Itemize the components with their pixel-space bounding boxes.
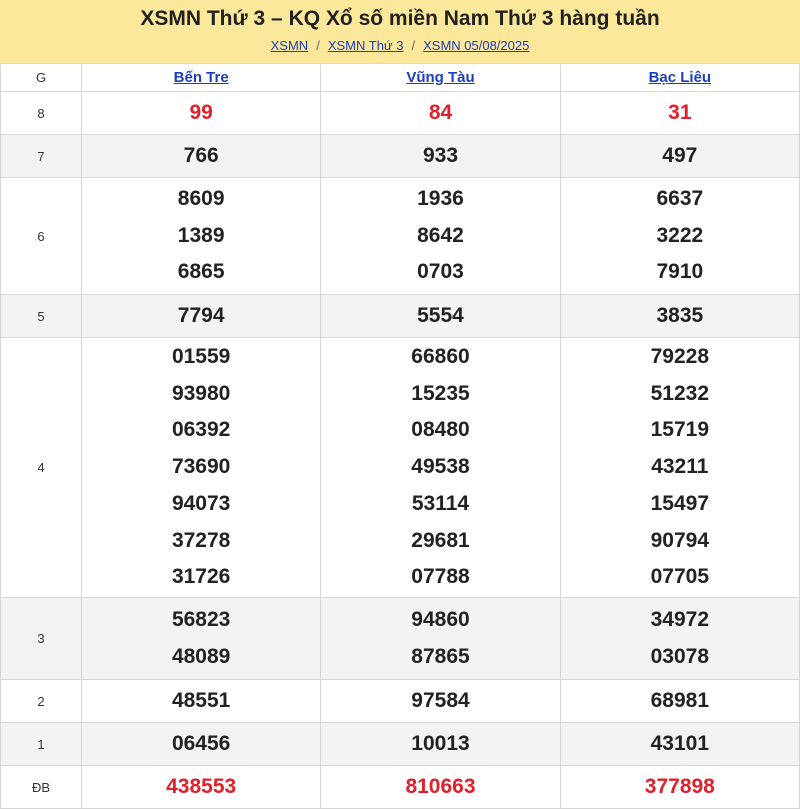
prize-cell	[560, 178, 799, 295]
prize-cell	[82, 135, 321, 178]
table-row	[1, 766, 800, 809]
table-row	[1, 135, 800, 178]
prize-number: 08480	[411, 418, 470, 442]
prize-number: 15719	[650, 418, 710, 442]
prize-number: 810663	[405, 774, 476, 798]
prize-number: 66860	[411, 345, 470, 369]
prize-cell	[82, 766, 321, 809]
prize-number: 766	[183, 143, 219, 167]
table-row	[1, 92, 800, 135]
prize-label: 8	[1, 92, 82, 135]
prize-cell	[321, 178, 560, 295]
prize-number: 8609	[177, 186, 225, 210]
prize-cell	[82, 680, 321, 723]
province-header	[82, 64, 321, 92]
prize-number: 3835	[656, 303, 704, 327]
prize-cell	[560, 135, 799, 178]
prize-number: 43101	[650, 731, 710, 755]
prize-number: 6637	[656, 186, 704, 210]
prize-label: 5	[1, 295, 82, 338]
prize-number: 933	[422, 143, 459, 167]
prize-cell	[82, 178, 321, 295]
breadcrumb-link-xsmn[interactable]: XSMN	[270, 38, 309, 53]
prize-number: 43211	[651, 455, 709, 479]
prize-number: 94073	[171, 491, 231, 515]
table-row	[1, 338, 800, 598]
prize-number: 84	[428, 100, 453, 124]
prize-number: 29681	[411, 528, 470, 552]
prize-cell	[82, 92, 321, 135]
prize-number: 1936	[417, 186, 464, 210]
prize-number: 73690	[171, 455, 231, 479]
prize-number: 15235	[411, 381, 470, 405]
prize-number: 03078	[650, 644, 710, 668]
prize-number: 51232	[650, 381, 710, 405]
prize-cell	[82, 598, 321, 680]
prize-cell	[321, 723, 560, 766]
prize-cell	[560, 680, 799, 723]
prize-number: 15497	[650, 491, 710, 515]
prize-cell	[82, 338, 321, 598]
prize-cell	[321, 680, 560, 723]
prize-number: 8642	[417, 223, 464, 247]
prize-cell	[321, 135, 560, 178]
prize-column-header: G	[1, 64, 82, 92]
prize-label: 3	[1, 598, 82, 680]
prize-number: 06456	[171, 731, 231, 755]
province-header	[321, 64, 560, 92]
prize-number: 07705	[650, 565, 710, 589]
prize-number: 99	[189, 100, 213, 124]
page-header	[0, 0, 800, 63]
prize-cell	[82, 723, 321, 766]
prize-label: 6	[1, 178, 82, 295]
prize-label: 7	[1, 135, 82, 178]
table-row	[1, 178, 800, 295]
prize-number: 31	[668, 100, 692, 124]
prize-cell	[321, 92, 560, 135]
prize-number: 48551	[171, 688, 231, 712]
prize-number: 53114	[411, 491, 470, 515]
prize-number: 10013	[411, 731, 470, 755]
prize-number: 87865	[411, 644, 470, 668]
prize-label: 1	[1, 723, 82, 766]
breadcrumb-separator: /	[411, 38, 416, 53]
prize-number: 01559	[171, 345, 231, 369]
breadcrumb-link-xsmn-date[interactable]: XSMN 05/08/2025	[423, 38, 530, 53]
prize-number: 68981	[650, 688, 710, 712]
prize-number: 37278	[171, 528, 231, 552]
table-row	[1, 680, 800, 723]
prize-label: 2	[1, 680, 82, 723]
prize-number: 07788	[411, 565, 470, 589]
breadcrumb-link-xsmn-thu-3[interactable]: XSMN Thứ 3	[327, 38, 404, 53]
table-row	[1, 295, 800, 338]
prize-cell	[560, 598, 799, 680]
prize-number: 1389	[177, 223, 225, 247]
breadcrumb-separator: /	[316, 38, 320, 53]
prize-number: 49538	[411, 455, 470, 479]
prize-cell	[560, 766, 799, 809]
prize-cell	[321, 295, 560, 338]
prize-number: 497	[662, 143, 698, 167]
breadcrumb	[0, 38, 800, 54]
prize-number: 06392	[171, 418, 231, 442]
prize-cell	[560, 92, 799, 135]
prize-number: 7910	[656, 260, 704, 284]
prize-number: 48089	[171, 644, 231, 668]
prize-number: 34972	[650, 607, 710, 631]
prize-number: 79228	[650, 345, 710, 369]
prize-number: 0703	[417, 260, 464, 284]
prize-number: 3222	[656, 223, 704, 247]
table-row	[1, 723, 800, 766]
prize-label: ĐB	[1, 766, 82, 809]
province-link-vung-tau[interactable]: Vũng Tàu	[406, 69, 475, 86]
prize-number: 94860	[411, 607, 470, 631]
prize-cell	[560, 338, 799, 598]
table-row	[1, 598, 800, 680]
prize-number: 7794	[177, 303, 225, 327]
prize-cell	[321, 766, 560, 809]
prize-number: 438553	[166, 774, 237, 798]
province-link-bac-lieu[interactable]: Bạc Liêu	[648, 69, 712, 86]
prize-number: 97584	[411, 688, 470, 712]
prize-number: 6865	[177, 260, 225, 284]
prize-cell	[321, 598, 560, 680]
results-table	[0, 63, 800, 809]
province-link-ben-tre[interactable]: Bến Tre	[173, 69, 229, 86]
prize-number: 56823	[171, 607, 231, 631]
prize-cell	[560, 295, 799, 338]
prize-number: 377898	[644, 774, 715, 798]
prize-number: 90794	[650, 528, 710, 552]
page-title: XSMN Thứ 3 – KQ Xổ số miền Nam Thứ 3 hàng tuần	[140, 7, 660, 30]
prize-cell	[560, 723, 799, 766]
prize-number: 5554	[417, 303, 464, 327]
prize-number: 31726	[171, 565, 231, 589]
prize-cell	[321, 338, 560, 598]
table-header-row	[1, 64, 800, 92]
prize-number: 93980	[171, 381, 231, 405]
prize-label: 4	[1, 338, 82, 598]
prize-cell	[82, 295, 321, 338]
province-header	[560, 64, 799, 92]
